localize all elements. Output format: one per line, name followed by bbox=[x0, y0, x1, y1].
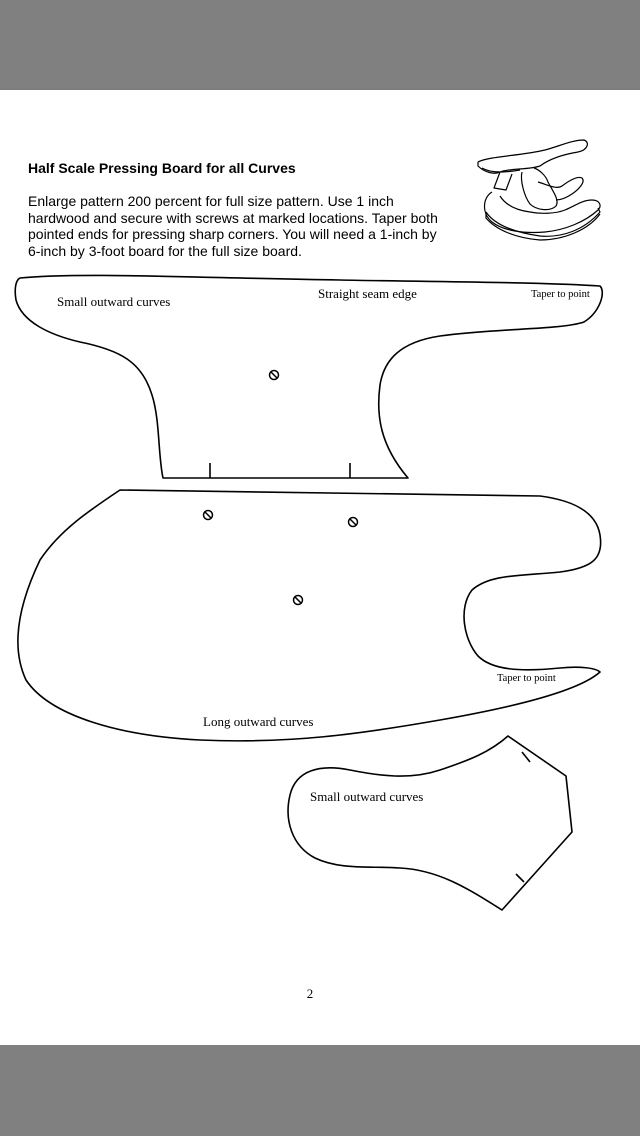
instructions-paragraph bbox=[28, 193, 468, 259]
label-straight-seam-edge: Straight seam edge bbox=[318, 286, 417, 301]
instruction-line: Enlarge pattern 200 percent for full size pattern. Use 1 inch bbox=[28, 193, 394, 209]
label-long-outward-curves: Long outward curves bbox=[203, 714, 314, 729]
label-small-outward-curves-bottom: Small outward curves bbox=[310, 789, 424, 804]
instruction-line: 6-inch by 3-foot board for the full size board. bbox=[28, 242, 302, 259]
instruction-line: pointed ends for pressing sharp corners. You will need a 1-inch by bbox=[28, 226, 437, 242]
page-number: 2 bbox=[306, 986, 314, 1001]
label-taper-to-point-top: Taper to point bbox=[531, 289, 590, 300]
viewer-bottom-band bbox=[0, 1045, 640, 1136]
label-taper-to-point-middle: Taper to point bbox=[497, 673, 556, 684]
instruction-line: hardwood and secure with screws at marked locations. Taper both bbox=[28, 209, 438, 226]
viewer-top-band bbox=[0, 0, 640, 90]
label-small-outward-curves-top: Small outward curves bbox=[57, 294, 171, 309]
page-title: Half Scale Pressing Board for all Curves bbox=[28, 160, 296, 176]
